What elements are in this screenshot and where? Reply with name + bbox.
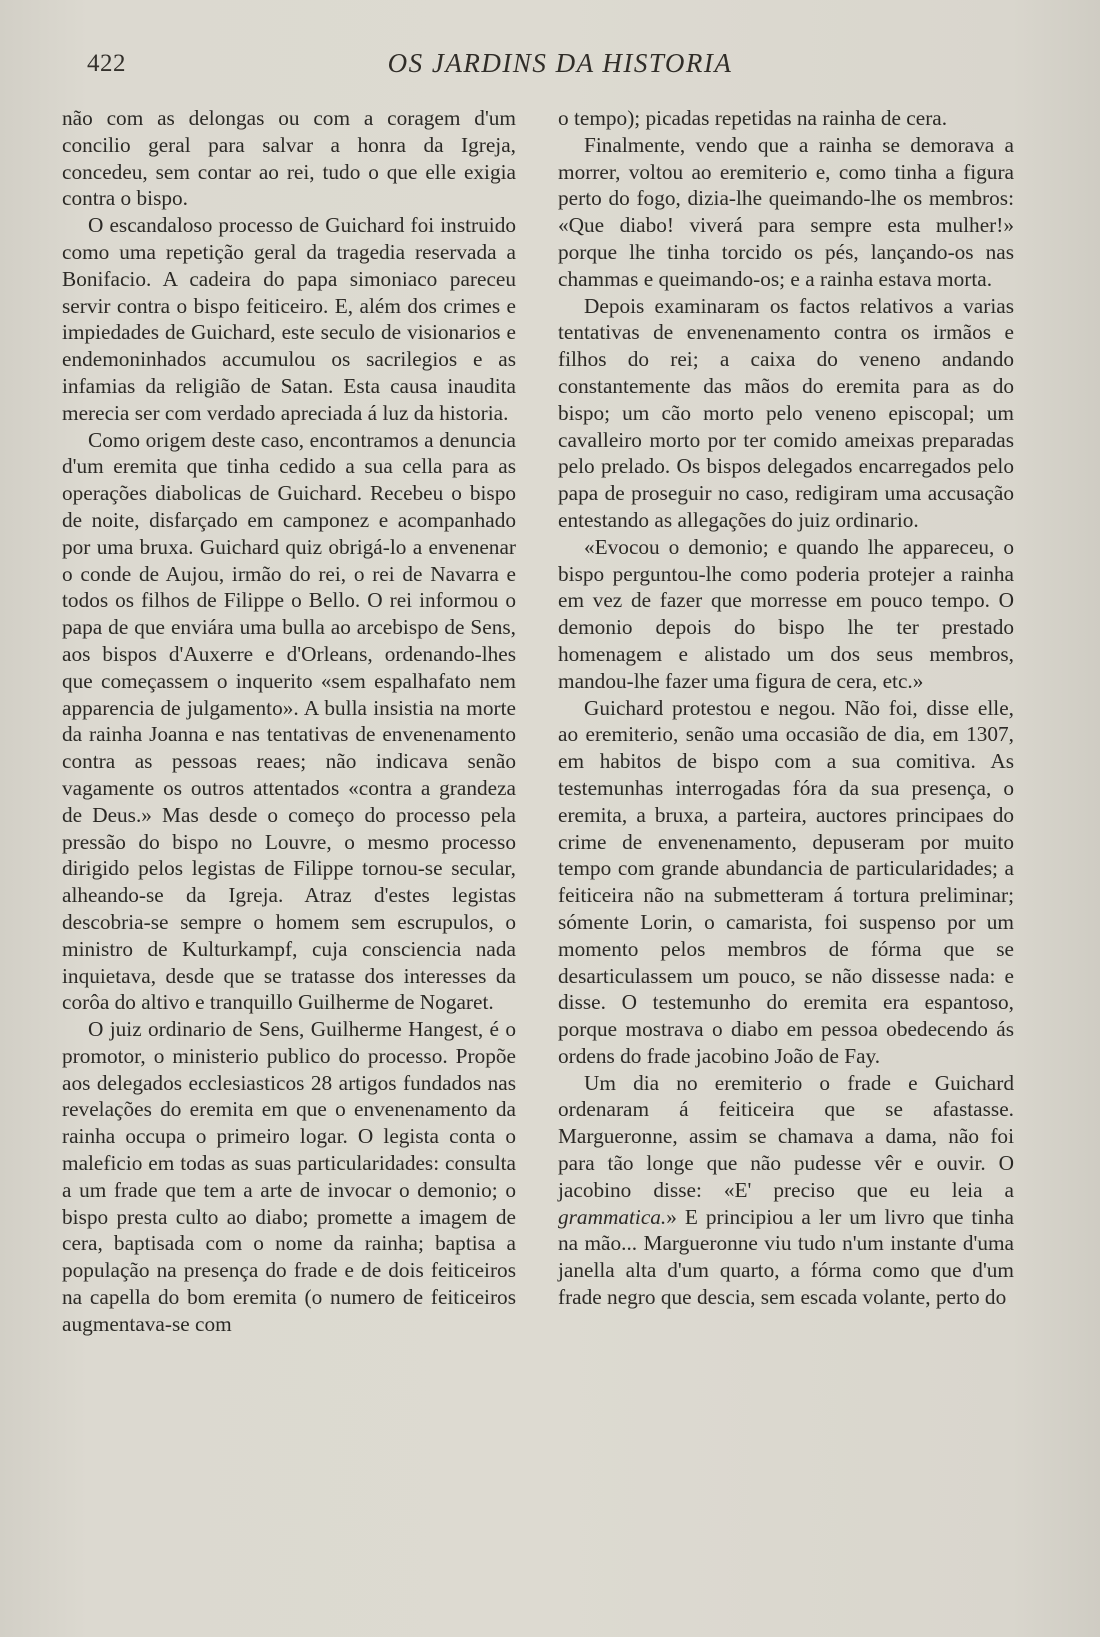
left-column <box>62 105 516 1338</box>
paragraph-text: Um dia no eremiterio o frade e Guichard ordenaram á feiticeira que se afastasse. Margueronne, assim se chamava a dama, não foi para tão longe que não pudesse vêr e ouvir. O jacobino disse: «E' preciso que eu leia a <box>558 1070 1014 1202</box>
paragraph-text: » E principiou a ler um livro que tinha na mão... Margueronne viu tudo n'um instante d'uma janella alta d'um quarto, a fórma como que d'um frade negro que descia, sem escada volante, perto do <box>558 1204 1014 1310</box>
paragraph <box>558 1070 1014 1311</box>
page-number: 422 <box>87 50 126 77</box>
paragraph: O escandaloso processo de Guichard foi instruido como uma repetição geral da tragedia reservada a Bonifacio. A cadeira do papa simoniaco pareceu servir contra o bispo feiticeiro. E, além dos crimes e impiedades de Guichard, este seculo de visionarios e endemoninhados accumulou os sacrilegios e as infamias da religião de Satan. Esta causa inaudita merecia ser com verdado apreciada á luz da historia. <box>62 213 516 425</box>
italic-word: grammatica. <box>558 1204 667 1229</box>
paragraph: Como origem deste caso, encontramos a denuncia d'um eremita que tinha cedido a sua cella para as operações diabolicas de Guichard. Recebeu o bispo de noite, disfarçado em camponez e acompanhado por uma bruxa. Guichard quiz obrigá-lo a envenenar o conde de Aujou, irmão do rei, o rei de Navarra e todos os filhos de Filippe o Bello. O rei informou o papa de que enviára uma bulla ao arcebispo de Sens, aos bispos d'Auxerre e d'Orleans, ordenando-lhes que começassem o inquerito «sem espalhafato nem apparencia de julgamento». A bulla insistia na morte da rainha Joanna e nas tentativas de envenenamento contra as pessoas reaes; não indicava senão vagamente os outros attentados «contra a grandeza de Deus.» Mas desde o começo do processo pela pressão do bispo no Louvre, o mesmo processo dirigido pelos legistas de Filippe tornou-se secular, alheando-se da Igreja. Atraz d'estes legistas descobria-se sempre o homem sem escrupulos, o ministro de Kulturkampf, cuja consciencia nada inquietava, desde que se tratasse dos interesses da corôa do altivo e tranquillo Guilherme de Nogaret. <box>62 427 516 1015</box>
paragraph: Finalmente, vendo que a rainha se demorava a morrer, voltou ao eremiterio e, como tinha a figura perto do fogo, dizia-lhe queimando-lhe os membros: «Que diabo! viverá para sempre esta mulher!» porque lhe tinha torcido os pés, lançando-os nas chammas e queimando-os; e a rainha estava morta. <box>558 132 1014 291</box>
right-column <box>558 105 1014 1311</box>
paragraph: Guichard protestou e negou. Não foi, disse elle, ao eremiterio, senão uma occasião de dia, em 1307, em habitos de bispo com a sua comitiva. As testemunhas interrogadas fóra da sua presença, o eremita, a bruxa, a parteira, auctores principaes do crime de envenenamento, depuseram por muito tempo com grande abundancia de particularidades; a feiticeira não na submetteram á tortura preliminar; sómente Lorin, o camarista, foi suspenso por um momento pelos membros de fórma que se desarticulassem um pouco, se não dissesse nada: e disse. O testemunho do eremita era espantoso, porque mostrava o diabo em pessoa obedecendo ás ordens do frade jacobino João de Fay. <box>558 695 1014 1068</box>
running-title: OS JARDINS DA HISTORIA <box>387 48 733 78</box>
paragraph: não com as delongas ou com a coragem d'um concilio geral para salvar a honra da Igreja, concedeu, sem contar ao rei, tudo o que elle exigia contra o bispo. <box>62 106 516 211</box>
paragraph: o tempo); picadas repetidas na rainha de cera. <box>558 106 948 130</box>
paragraph: «Evocou o demonio; e quando lhe appareceu, o bispo perguntou-lhe como poderia protejer a rainha em vez de fazer que morresse em pouco tempo. O demonio depois do bispo lhe ter prestado homenagem e alistado um dos seus membros, mandou-lhe fazer uma figura de cera, etc.» <box>558 534 1014 693</box>
paragraph: Depois examinaram os factos relativos a varias tentativas de envenenamento contra os irmãos e filhos do rei; a caixa do veneno andando constantemente das mãos do eremita para as do bispo; um cão morto pelo veneno episcopal; um cavalleiro morto por ter comido ameixas preparadas pelo prelado. Os bispos delegados encarregados pelo papa de proseguir no caso, redigiram uma accusação entestando as allegações do juiz ordinario. <box>558 293 1014 532</box>
paragraph: O juiz ordinario de Sens, Guilherme Hangest, é o promotor, o ministerio publico do processo. Propõe aos delegados ecclesiasticos 28 artigos fundados nas revelações do eremita em que o envenenamento da rainha occupa o primeiro logar. O legista conta o maleficio em todas as suas particularidades: consulta a um frade que tem a arte de invocar o demonio; o bispo presta culto ao diabo; promette a imagem de cera, baptisada com o nome da rainha; baptisa a população na presença do frade e de dois feiticeiros na capella do bom eremita (o numero de feiticeiros augmentava-se com <box>62 1017 516 1336</box>
